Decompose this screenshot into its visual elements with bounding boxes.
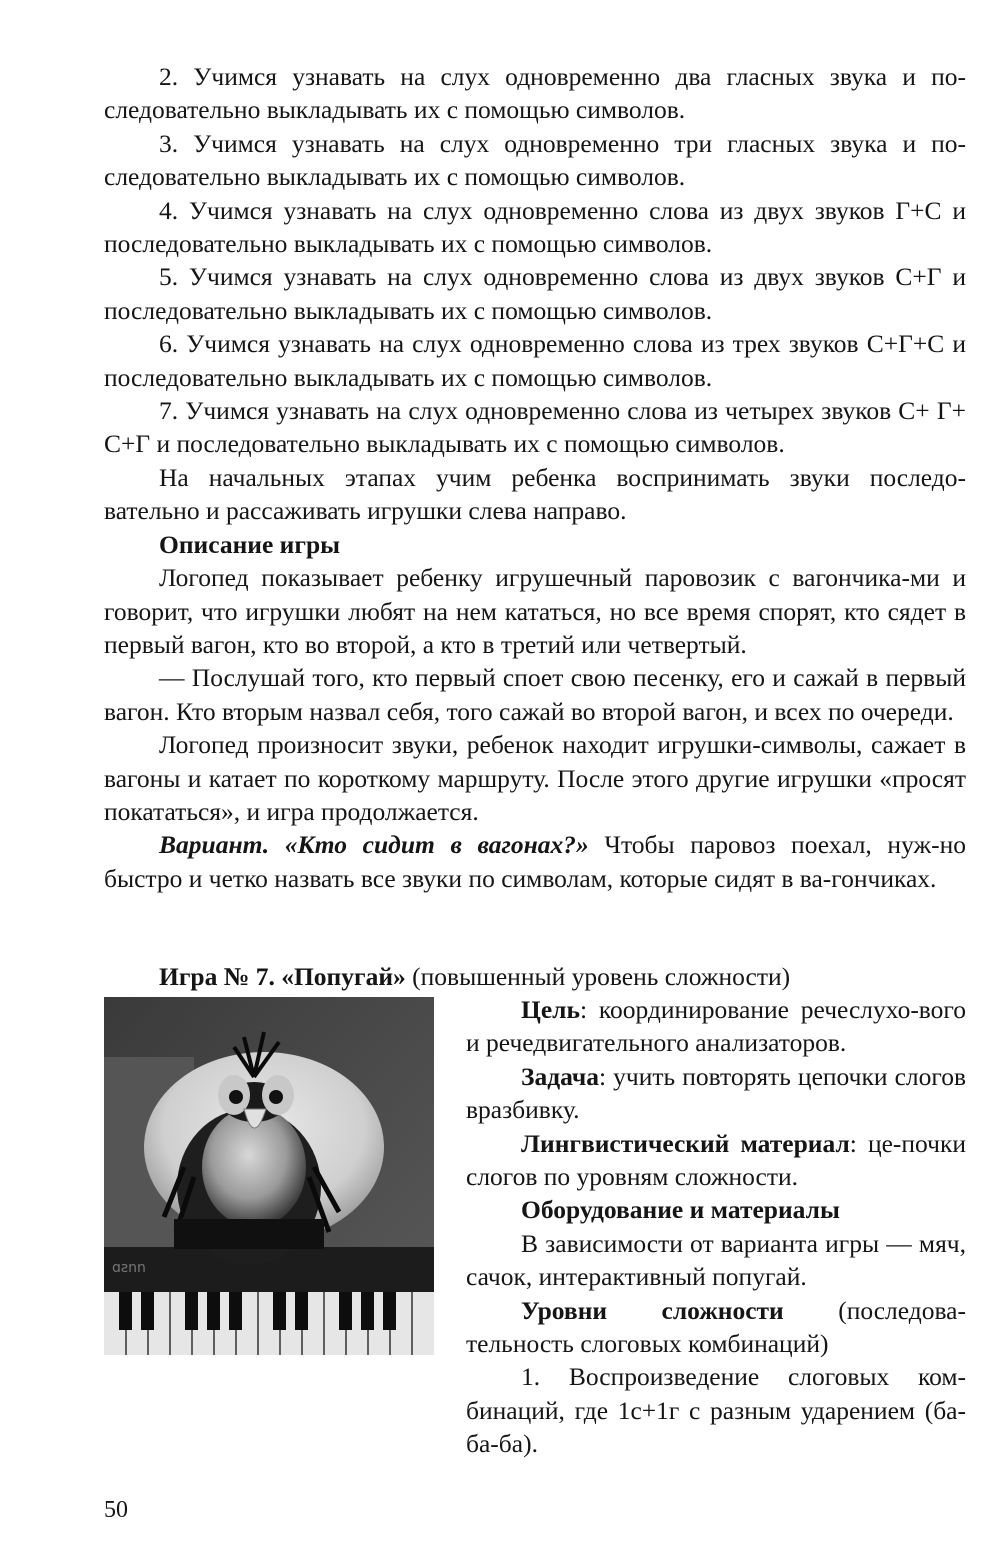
goal-paragraph: Цель: координирование речеслухо-вого и речедвигательного анализаторов. xyxy=(466,995,966,1058)
variant-label: Вариант. «Кто сидит в вагонах?» xyxy=(159,830,589,860)
linguistic-paragraph: Лингвистический материал: це-почки слогов по уровням сложности. xyxy=(466,1128,967,1192)
list-item: 7. Учимся узнавать на слух одновременно слова из четырех звуков С+ Г+ С+Г и последовательно выкладывать их с помощью символов. xyxy=(104,396,966,459)
list-item: 4. Учимся узнавать на слух одновременно слова из двух звуков Г+С и последовательно выкладывать их с помощью символов. xyxy=(104,195,966,259)
equipment-paragraph: В зависимости от варианта игры — мяч, сачок, интерактивный попугай. xyxy=(466,1228,966,1292)
level-1-paragraph: 1. Воспроизведение слоговых ком-бинаций, где 1с+1г с разным ударением (ба-ба-ба). xyxy=(466,1362,966,1459)
list-item: 3. Учимся узнавать на слух одновременно три гласных звука и по-следовательно выкладывать их с помощью символов. xyxy=(104,128,966,192)
description-paragraph: Логопед показывает ребенку игрушечный паровозик с вагончика-ми и говорит, что игрушки любят на нем кататься, но все время спорят, кто сядет в первый вагон, кто во второй, а кто в третий или четвертый. xyxy=(104,563,966,659)
list-item: 5. Учимся узнавать на слух одновременно слова из двух звуков С+Г и последовательно выкладывать их с помощью символов. xyxy=(104,262,966,325)
levels-paragraph: Уровни сложности (последова-тельность слоговых комбинаций) xyxy=(466,1295,966,1359)
list-item: 2. Учимся узнавать на слух одновременно два гласных звука и по-следовательно выкладывать их с помощью символов. xyxy=(104,62,966,125)
equipment-heading: Оборудование и материалы xyxy=(521,1195,840,1225)
variant-text: Чтобы паровоз поехал, нуж-но быстро и четко назвать все звуки по символам, которые сидят в ва-гончиках. xyxy=(104,830,966,893)
right-column xyxy=(466,993,966,1461)
game-subtitle: (повышенный уровень сложности) xyxy=(405,962,791,991)
piano-keys xyxy=(104,1292,434,1355)
description-heading: Описание игры xyxy=(159,529,341,559)
main-text-block xyxy=(104,60,966,895)
parrot-on-piano-photo-icon xyxy=(104,997,434,1355)
description-paragraph: Логопед произносит звуки, ребенок находит игрушки-символы, сажает в вагоны и катает по короткому маршруту. После этого другие игрушки «просят покататься», и игра продолжается. xyxy=(104,730,966,826)
intro-paragraph: На начальных этапах учим ребенка воспринимать звуки последо-вательно и рассаживать игрушки слева направо. xyxy=(104,462,966,526)
description-paragraph: — Послушай того, кто первый споет свою песенку, его и сажай в первый вагон. Кто вторым назвал себя, того сажай во второй вагон, и всех по очереди. xyxy=(104,663,966,726)
game-title: Игра № 7. «Попугай» xyxy=(159,962,406,991)
page-number: 50 xyxy=(104,1497,128,1523)
variant-paragraph xyxy=(104,828,966,895)
game-heading xyxy=(104,960,966,993)
task-paragraph: Задача: учить повторять цепочки слогов вразбивку. xyxy=(466,1061,966,1125)
parrot-photo xyxy=(104,997,434,1355)
keyboard-brand-text: ɑƨnn xyxy=(112,1260,146,1276)
list-item: 6. Учимся узнавать на слух одновременно слова из трех звуков С+Г+С и последовательно выкладывать их с помощью символов. xyxy=(104,329,966,392)
